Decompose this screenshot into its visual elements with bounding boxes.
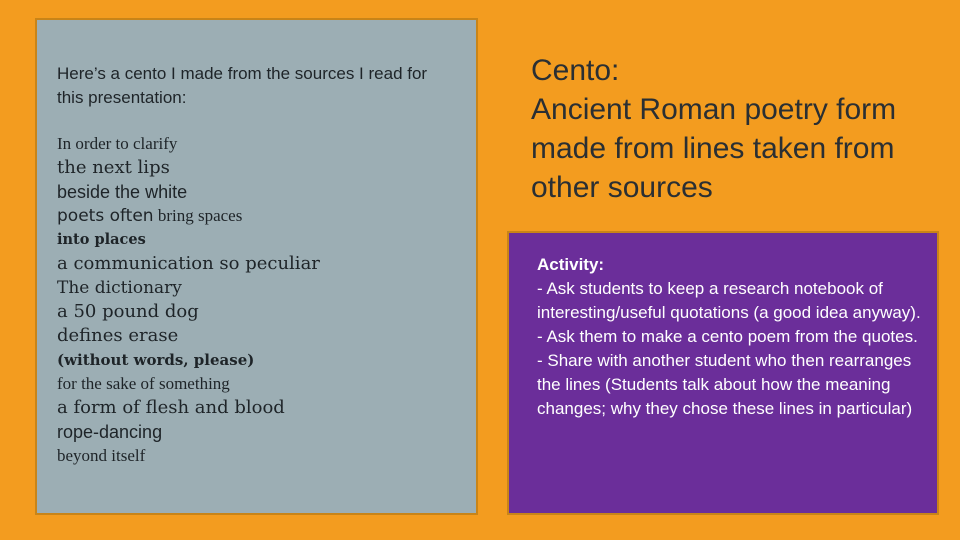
poem-line [57, 204, 467, 228]
cento-poem [57, 132, 467, 468]
cento-intro-text: Here’s a cento I made from the sources I read for this presentation: [57, 64, 428, 107]
poem-line: a 50 pound dog [57, 301, 199, 322]
poem-line: The dictionary [57, 278, 182, 298]
activity-item: - Share with another student who then rearranges the lines (Students talk about how the meaning changes; why they chose these lines in particular) [537, 351, 913, 418]
activity-item: - Ask students to keep a research notebook of interesting/useful quotations (a good idea anyway). [537, 279, 921, 322]
activity-text [537, 253, 929, 421]
poem-line-part: poets often [57, 206, 154, 226]
activity-panel [507, 231, 939, 515]
poem-line: beyond itself [57, 446, 146, 465]
poem-line: defines erase [57, 325, 179, 346]
poem-line: for the sake of something [57, 374, 230, 393]
poem-line: beside the white [57, 182, 188, 202]
cento-definition-title [531, 51, 941, 207]
poem-line-part: bring spaces [153, 206, 243, 225]
activity-heading: Activity: [537, 255, 605, 274]
cento-example-panel [35, 18, 478, 515]
activity-item: - Ask them to make a cento poem from the quotes. [537, 327, 918, 346]
poem-line: In order to clarify [57, 134, 178, 153]
title-definition: Ancient Roman poetry form made from lines taken from other sources [531, 93, 897, 204]
poem-line: into places [57, 231, 146, 248]
poem-line: a communication so peculiar [57, 253, 320, 274]
title-term: Cento: [531, 54, 620, 87]
poem-line: (without words, please) [57, 351, 255, 369]
poem-line: the next lips [57, 157, 170, 178]
poem-line: rope-dancing [57, 422, 163, 442]
poem-line: a form of flesh and blood [57, 397, 285, 418]
